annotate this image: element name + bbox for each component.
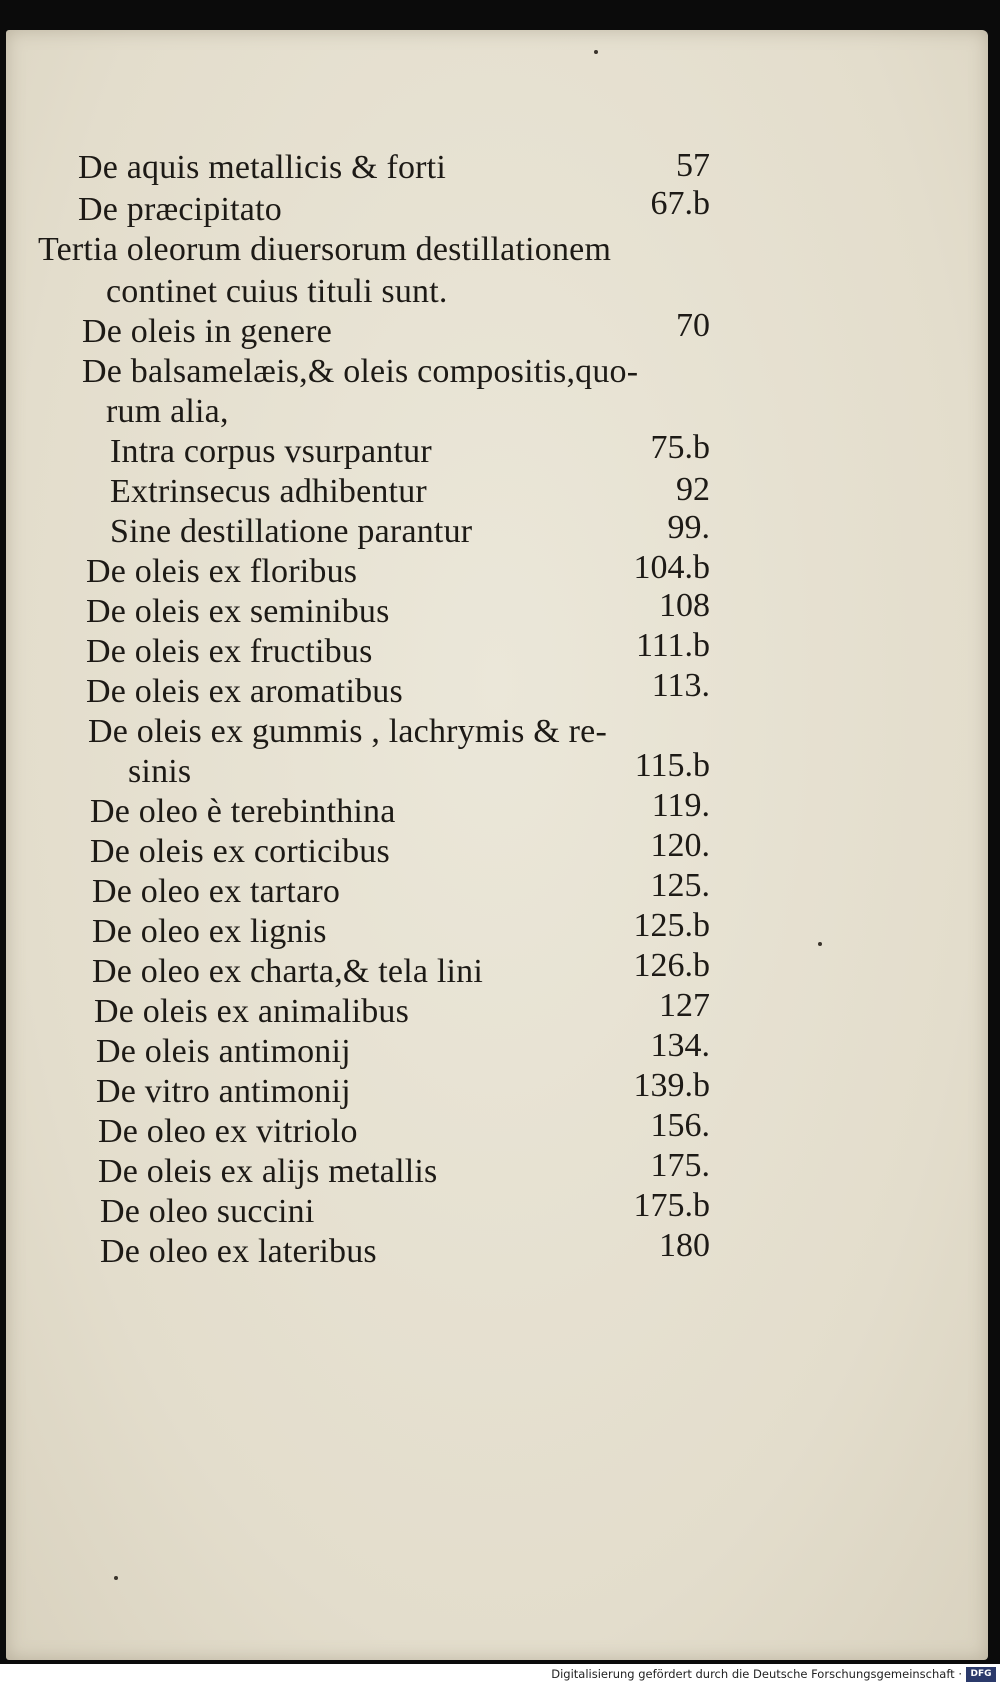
toc-entry-page: 67.b — [650, 185, 710, 222]
dfg-logo: DFG — [966, 1667, 996, 1682]
funding-credit: Digitalisierung gefördert durch die Deutsche Forschungsgemeinschaft · — [551, 1667, 962, 1681]
toc-entry-page: 70 — [676, 307, 710, 344]
toc-entry-text: De vitro antimonij — [96, 1073, 351, 1110]
toc-entry-page: 126.b — [633, 947, 710, 984]
toc-entry-text: De præcipitato — [78, 191, 282, 228]
toc-entry-text: De oleo ex lateribus — [100, 1233, 377, 1270]
toc-subentry-text: Intra corpus vsurpantur — [110, 433, 432, 470]
toc-entry-page: 156. — [650, 1107, 710, 1144]
toc-entry-text: De oleis ex aromatibus — [86, 673, 403, 710]
toc-entry-page: 104.b — [633, 549, 710, 586]
toc-entry-page: 119. — [651, 787, 710, 824]
toc-entry-text: De oleis ex gummis , lachrymis & re- — [88, 713, 607, 750]
toc-entry-text: De balsamelæis,& oleis compositis,quo- — [82, 353, 639, 390]
ink-speck — [594, 50, 598, 54]
toc-entry-text: De oleis ex animalibus — [94, 993, 410, 1030]
toc-entry-page: 125.b — [633, 907, 710, 944]
toc-entry-page: 134. — [650, 1027, 710, 1064]
toc-entry-page: 180 — [659, 1227, 710, 1264]
section-heading: Tertia oleorum diuersorum destillationem — [38, 231, 612, 268]
toc-entry-text: De oleis ex floribus — [86, 553, 358, 590]
toc-entry-text: De oleis ex alijs metallis — [98, 1153, 438, 1190]
book-page — [6, 30, 988, 1660]
toc-entry-text-cont: rum alia, — [106, 393, 229, 430]
toc-entry-page: 115.b — [634, 747, 710, 784]
toc-entry-page: 127 — [659, 987, 710, 1024]
ink-speck — [818, 942, 822, 946]
toc-entry-page: 175. — [650, 1147, 710, 1184]
toc-entry-page: 125. — [650, 867, 710, 904]
toc-entry-page: 75.b — [650, 429, 710, 466]
toc-entry-page: 111.b — [636, 627, 710, 664]
toc-entry-text: De oleo ex tartaro — [92, 873, 341, 910]
toc-entry-text: De oleo succini — [100, 1193, 315, 1230]
toc-subentry-text: Sine destillatione parantur — [110, 513, 473, 550]
section-heading-cont: continet cuius tituli sunt. — [106, 273, 448, 310]
ink-speck — [114, 1576, 118, 1580]
toc-entry-page: 99. — [667, 509, 710, 546]
toc-entry-page: 113. — [651, 667, 710, 704]
toc-entry-text: De oleo ex lignis — [92, 913, 327, 950]
toc-entry-page: 108 — [659, 587, 710, 624]
toc-entry-text-cont: sinis — [128, 753, 192, 790]
toc-entry-page: 175.b — [633, 1187, 710, 1224]
toc-entry-text: De oleo ex vitriolo — [98, 1113, 358, 1150]
toc-entry-text: De oleis in genere — [82, 313, 333, 350]
toc-entry-page: 92 — [676, 471, 710, 508]
toc-entry-text: De oleo ex charta,& tela lini — [92, 953, 483, 990]
toc-entry-text: De oleis ex corticibus — [90, 833, 390, 870]
toc-entry-page: 139.b — [633, 1067, 710, 1104]
toc-subentry-text: Extrinsecus adhibentur — [110, 473, 427, 510]
toc-entry-text: De oleis ex fructibus — [86, 633, 373, 670]
toc-entry-page: 120. — [650, 827, 710, 864]
toc-entry-text: De oleis ex seminibus — [86, 593, 390, 630]
toc-entry-text: De aquis metallicis & forti — [78, 149, 446, 186]
toc-entry-text: De oleis antimonij — [96, 1033, 351, 1070]
digitization-footer — [0, 1664, 1000, 1688]
toc-entry-page: 57 — [676, 147, 710, 184]
toc-entry-text: De oleo è terebinthina — [90, 793, 396, 830]
